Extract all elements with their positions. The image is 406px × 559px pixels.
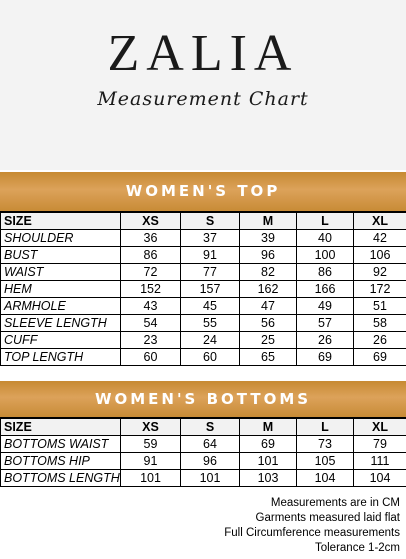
table-header-row [1, 419, 406, 436]
table-row [1, 315, 406, 332]
column-header: M [240, 213, 297, 230]
row-label: BOTTOMS LENGTH [1, 470, 121, 487]
cell-value: 37 [181, 230, 240, 247]
cell-value: 25 [240, 332, 297, 349]
brand-header [0, 0, 406, 170]
cell-value: 60 [181, 349, 240, 366]
cell-value: 69 [240, 436, 297, 453]
cell-value: 86 [121, 247, 181, 264]
column-header: XL [354, 213, 406, 230]
cell-value: 60 [121, 349, 181, 366]
cell-value: 69 [354, 349, 406, 366]
column-header: L [297, 419, 354, 436]
column-header: S [181, 419, 240, 436]
table-row [1, 470, 406, 487]
cell-value: 157 [181, 281, 240, 298]
cell-value: 42 [354, 230, 406, 247]
womens-bottoms-table-wrap [0, 417, 406, 487]
column-header: XS [121, 419, 181, 436]
cell-value: 79 [354, 436, 406, 453]
table-row [1, 264, 406, 281]
cell-value: 103 [240, 470, 297, 487]
cell-value: 58 [354, 315, 406, 332]
cell-value: 43 [121, 298, 181, 315]
table-row [1, 281, 406, 298]
cell-value: 91 [121, 453, 181, 470]
row-label: HEM [1, 281, 121, 298]
cell-value: 104 [354, 470, 406, 487]
column-header: L [297, 213, 354, 230]
table-row [1, 436, 406, 453]
table-row [1, 247, 406, 264]
cell-value: 54 [121, 315, 181, 332]
cell-value: 152 [121, 281, 181, 298]
cell-value: 77 [181, 264, 240, 281]
womens-bottoms-banner: WOMEN'S BOTTOMS [0, 381, 406, 417]
cell-value: 73 [297, 436, 354, 453]
womens-top-table [0, 212, 406, 366]
cell-value: 101 [181, 470, 240, 487]
note-line: Tolerance 1-2cm [314, 542, 400, 554]
cell-value: 82 [240, 264, 297, 281]
table-row [1, 230, 406, 247]
note-line: Garments measured laid flat [255, 512, 400, 524]
cell-value: 162 [240, 281, 297, 298]
cell-value: 39 [240, 230, 297, 247]
cell-value: 49 [297, 298, 354, 315]
womens-top-table-wrap [0, 211, 406, 366]
cell-value: 55 [181, 315, 240, 332]
cell-value: 64 [181, 436, 240, 453]
cell-value: 65 [240, 349, 297, 366]
column-header: M [240, 419, 297, 436]
cell-value: 72 [121, 264, 181, 281]
womens-bottoms-table [0, 418, 406, 487]
column-header: XS [121, 213, 181, 230]
row-label: TOP LENGTH [1, 349, 121, 366]
cell-value: 51 [354, 298, 406, 315]
cell-value: 91 [181, 247, 240, 264]
cell-value: 172 [354, 281, 406, 298]
row-label: SLEEVE LENGTH [1, 315, 121, 332]
brand-logo: ZALIA [107, 25, 299, 82]
table-row [1, 298, 406, 315]
cell-value: 59 [121, 436, 181, 453]
cell-value: 166 [297, 281, 354, 298]
cell-value: 47 [240, 298, 297, 315]
cell-value: 101 [121, 470, 181, 487]
row-label: WAIST [1, 264, 121, 281]
row-label: ARMHOLE [1, 298, 121, 315]
column-header: SIZE [1, 419, 121, 436]
row-label: BOTTOMS HIP [1, 453, 121, 470]
cell-value: 100 [297, 247, 354, 264]
column-header: SIZE [1, 213, 121, 230]
measurement-notes [100, 496, 400, 556]
cell-value: 23 [121, 332, 181, 349]
cell-value: 96 [181, 453, 240, 470]
cell-value: 57 [297, 315, 354, 332]
cell-value: 36 [121, 230, 181, 247]
cell-value: 104 [297, 470, 354, 487]
cell-value: 26 [354, 332, 406, 349]
cell-value: 69 [297, 349, 354, 366]
cell-value: 56 [240, 315, 297, 332]
row-label: BOTTOMS WAIST [1, 436, 121, 453]
row-label: SHOULDER [1, 230, 121, 247]
chart-subtitle: Measurement Chart [97, 88, 309, 110]
cell-value: 45 [181, 298, 240, 315]
column-header: S [181, 213, 240, 230]
note-line: Measurements are in CM [270, 497, 400, 509]
cell-value: 96 [240, 247, 297, 264]
row-label: BUST [1, 247, 121, 264]
table-row [1, 453, 406, 470]
cell-value: 106 [354, 247, 406, 264]
cell-value: 86 [297, 264, 354, 281]
row-label: CUFF [1, 332, 121, 349]
note-line: Full Circumference measurements [224, 527, 400, 539]
cell-value: 92 [354, 264, 406, 281]
table-header-row [1, 213, 406, 230]
cell-value: 40 [297, 230, 354, 247]
cell-value: 105 [297, 453, 354, 470]
cell-value: 24 [181, 332, 240, 349]
cell-value: 111 [354, 453, 406, 470]
cell-value: 101 [240, 453, 297, 470]
cell-value: 26 [297, 332, 354, 349]
table-row [1, 332, 406, 349]
womens-top-banner: WOMEN'S TOP [0, 172, 406, 211]
column-header: XL [354, 419, 406, 436]
table-row [1, 349, 406, 366]
